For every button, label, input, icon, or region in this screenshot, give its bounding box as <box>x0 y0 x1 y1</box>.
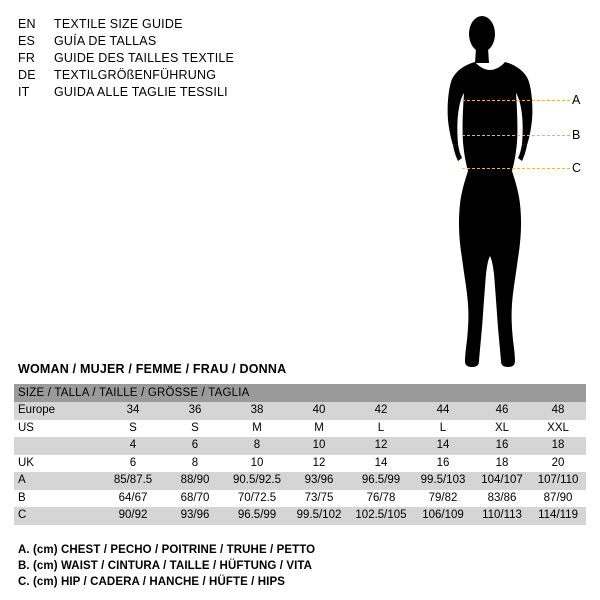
language-list <box>18 16 348 101</box>
table-cell: 10 <box>288 437 350 455</box>
table-cell: L <box>412 420 474 438</box>
table-cell: 42 <box>350 402 412 420</box>
table-cell: 106/109 <box>412 507 474 525</box>
table-cell: 83/86 <box>474 490 530 508</box>
table-title: SIZE / TALLA / TAILLE / GRÖSSE / TAGLIA <box>14 384 586 402</box>
language-row <box>18 67 348 84</box>
row-label: US <box>14 420 102 438</box>
table-cell: 16 <box>474 437 530 455</box>
table-cell: S <box>102 420 164 438</box>
table-cell: 88/90 <box>164 472 226 490</box>
language-title: TEXTILGRÖßENFÜHRUNG <box>54 68 217 82</box>
table-row <box>14 420 586 438</box>
table-cell: 102.5/105 <box>350 507 412 525</box>
table-cell: 18 <box>530 437 586 455</box>
measure-line-c <box>462 168 570 169</box>
table-cell: 79/82 <box>412 490 474 508</box>
note-waist: B. (cm) WAIST / CINTURA / TAILLE / HÜFTUNG / VITA <box>18 560 313 572</box>
table-row <box>14 437 586 455</box>
language-title: GUÍA DE TALLAS <box>54 34 157 48</box>
measure-line-b <box>462 135 570 136</box>
table-cell: 44 <box>412 402 474 420</box>
table-cell: 85/87.5 <box>102 472 164 490</box>
table-cell: 6 <box>102 455 164 473</box>
table-cell: 36 <box>164 402 226 420</box>
table-cell: 12 <box>350 437 412 455</box>
measure-label-b: B <box>572 128 581 142</box>
row-label: Europe <box>14 402 102 420</box>
size-table-wrapper <box>14 384 586 525</box>
table-cell: S <box>164 420 226 438</box>
table-cell: 40 <box>288 402 350 420</box>
table-cell: 99.5/103 <box>412 472 474 490</box>
measurement-notes <box>18 542 578 590</box>
table-cell: 34 <box>102 402 164 420</box>
language-code: DE <box>18 68 36 82</box>
language-code: EN <box>18 17 36 31</box>
table-cell: 8 <box>226 437 288 455</box>
table-cell: 70/72.5 <box>226 490 288 508</box>
table-cell: 107/110 <box>530 472 586 490</box>
table-cell: 104/107 <box>474 472 530 490</box>
table-cell: XL <box>474 420 530 438</box>
table-cell: 73/75 <box>288 490 350 508</box>
language-code: ES <box>18 34 36 48</box>
table-cell: 87/90 <box>530 490 586 508</box>
note-chest: A. (cm) CHEST / PECHO / POITRINE / TRUHE / PETTO <box>18 544 316 556</box>
table-cell: 14 <box>350 455 412 473</box>
table-cell: 90/92 <box>102 507 164 525</box>
figure-area <box>420 8 595 373</box>
table-cell: 114/119 <box>530 507 586 525</box>
table-row <box>14 402 586 420</box>
table-cell: 90.5/92.5 <box>226 472 288 490</box>
row-label: B <box>14 490 102 508</box>
table-row <box>14 455 586 473</box>
language-title: GUIDA ALLE TAGLIE TESSILI <box>54 85 228 99</box>
table-row <box>14 472 586 490</box>
language-code: FR <box>18 51 36 65</box>
table-cell: 96.5/99 <box>350 472 412 490</box>
table-cell: 12 <box>288 455 350 473</box>
note-hip: C. (cm) HIP / CADERA / HANCHE / HÜFTE / HIPS <box>18 576 286 588</box>
row-label <box>14 437 102 455</box>
table-cell: 8 <box>164 455 226 473</box>
table-cell: 14 <box>412 437 474 455</box>
table-header-row <box>14 384 586 402</box>
table-cell: 64/67 <box>102 490 164 508</box>
table-cell: 96.5/99 <box>226 507 288 525</box>
table-row <box>14 490 586 508</box>
language-row <box>18 33 348 50</box>
table-cell: M <box>288 420 350 438</box>
table-cell: 20 <box>530 455 586 473</box>
table-cell: 4 <box>102 437 164 455</box>
language-code: IT <box>18 85 30 99</box>
language-title: GUIDE DES TAILLES TEXTILE <box>54 51 235 65</box>
table-cell: 16 <box>412 455 474 473</box>
table-cell: 18 <box>474 455 530 473</box>
table-cell: 99.5/102 <box>288 507 350 525</box>
language-title: TEXTILE SIZE GUIDE <box>54 17 183 31</box>
table-row <box>14 507 586 525</box>
measure-line-a <box>462 100 570 101</box>
table-cell: 76/78 <box>350 490 412 508</box>
table-cell: M <box>226 420 288 438</box>
language-row <box>18 16 348 33</box>
table-cell: 6 <box>164 437 226 455</box>
measure-label-c: C <box>572 161 582 175</box>
table-cell: 68/70 <box>164 490 226 508</box>
table-cell: 93/96 <box>164 507 226 525</box>
section-heading-woman: WOMAN / MUJER / FEMME / FRAU / DONNA <box>18 362 287 376</box>
table-cell: 46 <box>474 402 530 420</box>
table-cell: 110/113 <box>474 507 530 525</box>
table-cell: 48 <box>530 402 586 420</box>
size-table <box>14 384 586 525</box>
table-cell: XXL <box>530 420 586 438</box>
row-label: A <box>14 472 102 490</box>
table-cell: 38 <box>226 402 288 420</box>
female-body-silhouette-icon <box>420 8 595 373</box>
table-cell: 10 <box>226 455 288 473</box>
language-row <box>18 84 348 101</box>
row-label: C <box>14 507 102 525</box>
language-row <box>18 50 348 67</box>
measure-label-a: A <box>572 93 581 107</box>
table-cell: 93/96 <box>288 472 350 490</box>
row-label: UK <box>14 455 102 473</box>
table-cell: L <box>350 420 412 438</box>
